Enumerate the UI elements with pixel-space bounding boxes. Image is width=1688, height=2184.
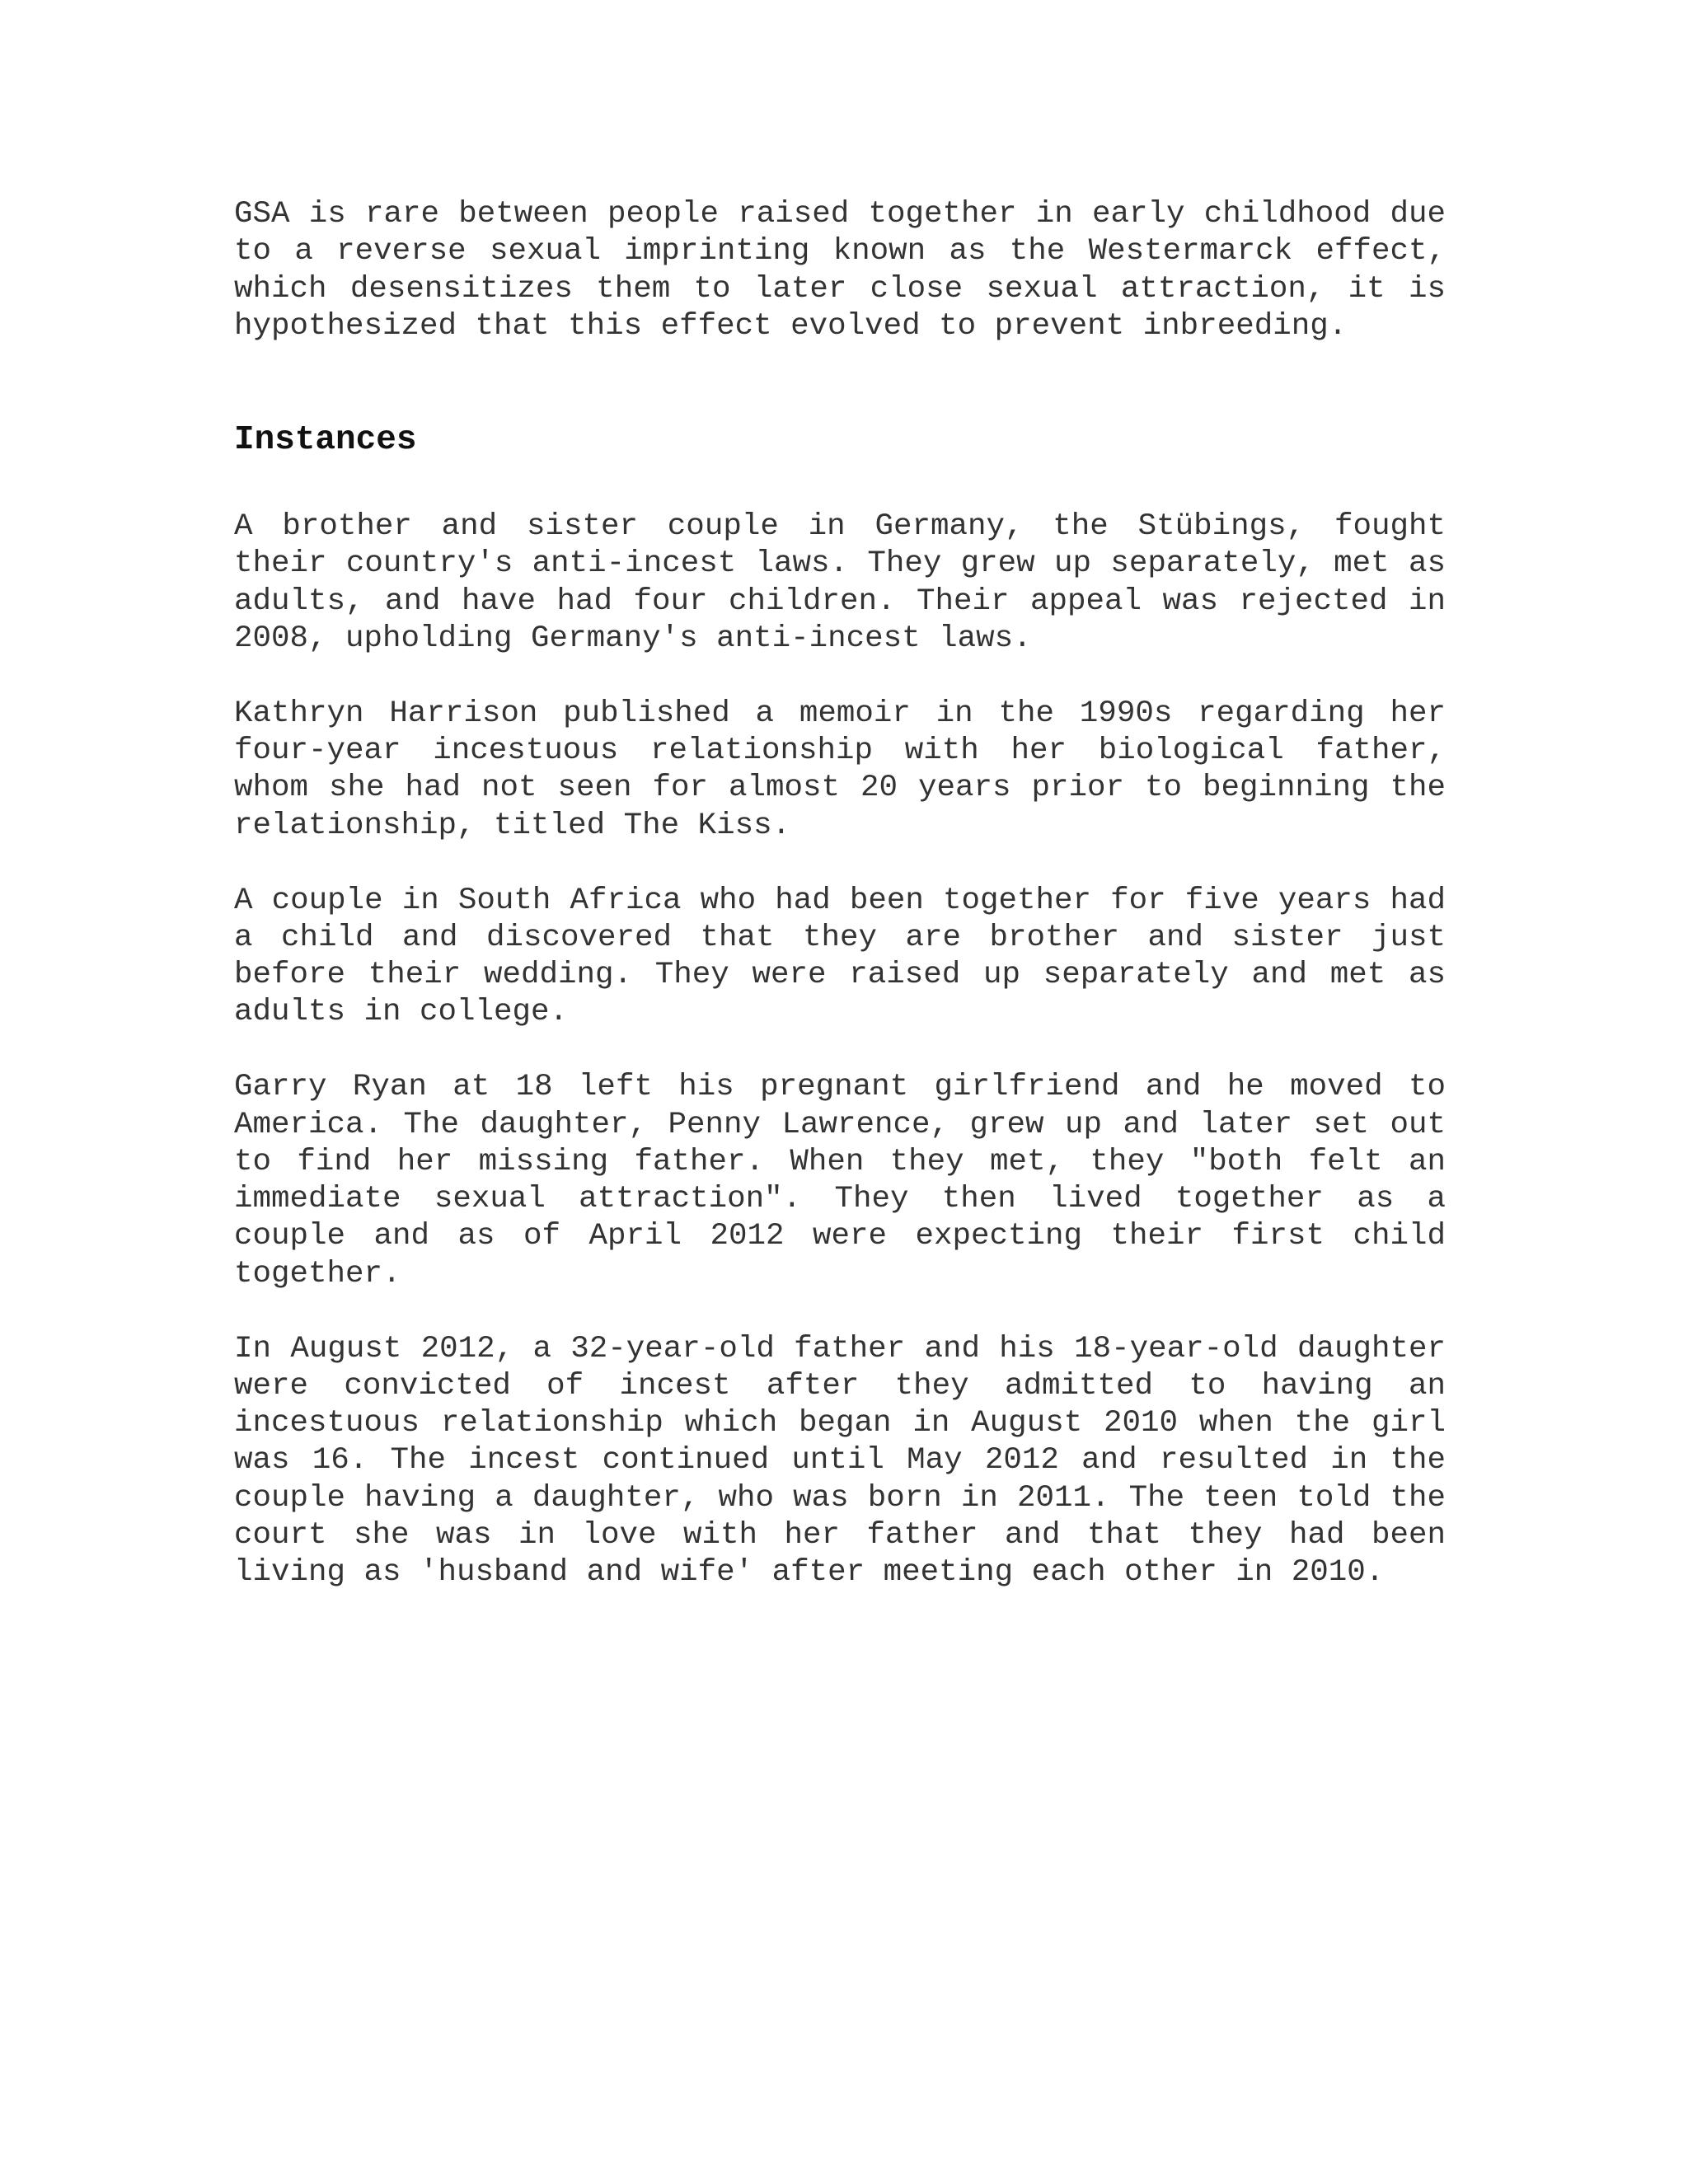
- paragraph-august-2012: In August 2012, a 32-year-old father and his 18-year-old daughter were convicted of incest after they admitted to having an incestuous relationship which began in August 2010 when the girl was 16. The incest continued until May 2012 and resulted in the couple having a daughter, who was born in 2011. The teen told the court she was in love with her father and that they had been living as 'husband and wife' after meeting each other in 2010.: [234, 1331, 1446, 1591]
- paragraph-garry-ryan: Garry Ryan at 18 left his pregnant girlfriend and he moved to America. The daughter, Penny Lawrence, grew up and later set out to find her missing father. When they met, they "both felt an immediate sexual attraction". They then lived together as a couple and as of April 2012 were expecting their first child together.: [234, 1070, 1446, 1291]
- paragraph-harrison: Kathryn Harrison published a memoir in the 1990s regarding her four-year incestuous relationship with her biological father, whom she had not seen for almost 20 years prior to beginning the relationship, titled The Kiss.: [234, 696, 1446, 843]
- section-heading: Instances: [234, 421, 417, 460]
- paragraph-south-africa: A couple in South Africa who had been together for five years had a child and discovered that they are brother and sister just before their wedding. They were raised up separately and met as adults in college.: [234, 883, 1446, 1030]
- document-page: [234, 196, 1446, 1592]
- intro-paragraph: GSA is rare between people raised together in early childhood due to a reverse sexual imprinting known as the Westermarck effect, which desensitizes them to later close sexual attraction, it is hypothesized that this effect evolved to prevent inbreeding.: [234, 197, 1446, 344]
- instances-section: [234, 509, 1446, 1591]
- paragraph-stubings: A brother and sister couple in Germany, the Stübings, fought their country's anti-incest laws. They grew up separately, met as adults, and have had four children. Their appeal was rejected in 2008, upholding Germany's anti-incest laws.: [234, 509, 1446, 657]
